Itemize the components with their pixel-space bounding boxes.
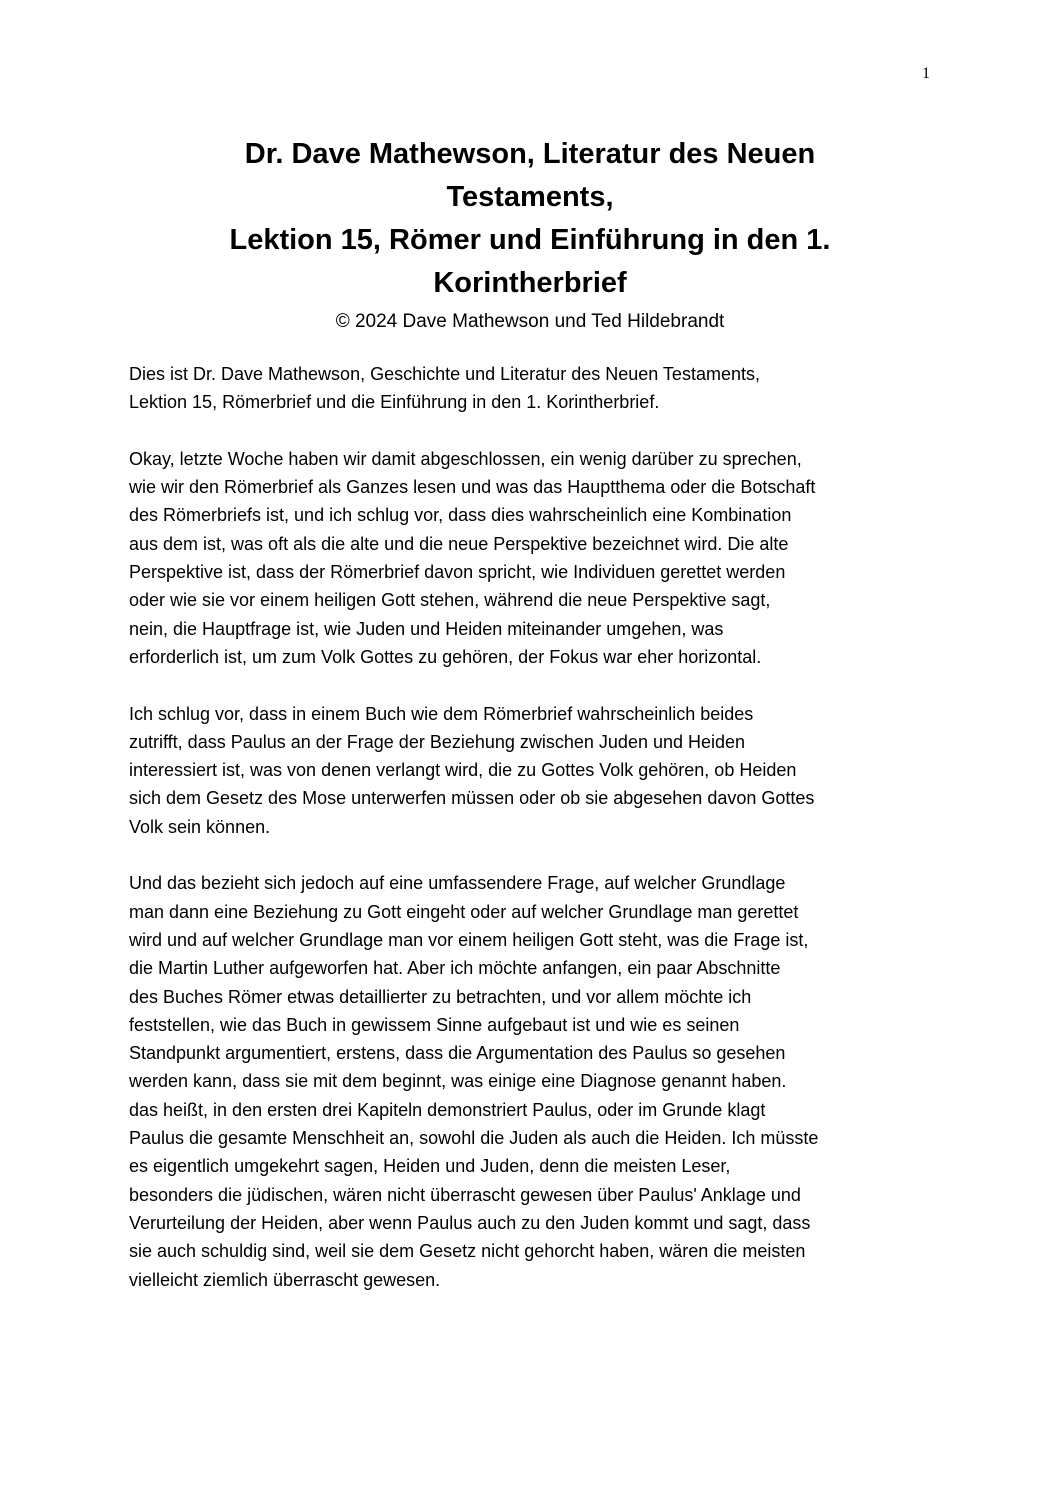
- text-line: feststellen, wie das Buch in gewissem Sinne aufgebaut ist und wie es seinen: [129, 1014, 740, 1035]
- text-line: vielleicht ziemlich überrascht gewesen.: [129, 1269, 441, 1290]
- copyright-notice: © 2024 Dave Mathewson und Ted Hildebrandt: [335, 311, 725, 332]
- text-line: nein, die Hauptfrage ist, wie Juden und Heiden miteinander umgehen, was: [129, 618, 724, 639]
- text-line: sie auch schuldig sind, weil sie dem Gesetz nicht gehorcht haben, wären die meisten: [129, 1241, 806, 1262]
- text-line: wie wir den Römerbrief als Ganzes lesen und was das Hauptthema oder die Botschaft: [129, 477, 816, 498]
- page-number: 1: [922, 65, 930, 82]
- text-line: wird und auf welcher Grundlage man vor einem heiligen Gott steht, was die Frage ist,: [129, 929, 809, 950]
- text-line: aus dem ist, was oft als die alte und die neue Perspektive bezeichnet wird. Die alte: [129, 533, 789, 554]
- text-line: das heißt, in den ersten drei Kapiteln demonstriert Paulus, oder im Grunde klagt: [129, 1099, 766, 1120]
- text-line: Verurteilung der Heiden, aber wenn Paulus auch zu den Juden kommt und sagt, dass: [129, 1212, 811, 1233]
- document-body: [129, 360, 949, 1322]
- text-line: es eigentlich umgekehrt sagen, Heiden und Juden, denn die meisten Leser,: [129, 1156, 731, 1177]
- paragraph-broader-question: [129, 869, 949, 1293]
- text-line: interessiert ist, was von denen verlangt wird, die zu Gottes Volk gehören, ob Heiden: [129, 760, 797, 781]
- text-line: Standpunkt argumentiert, erstens, dass die Argumentation des Paulus so gesehen: [129, 1043, 786, 1064]
- text-line: Dies ist Dr. Dave Mathewson, Geschichte und Literatur des Neuen Testaments,: [129, 364, 760, 384]
- text-line: Ich schlug vor, dass in einem Buch wie dem Römerbrief wahrscheinlich beides: [129, 703, 754, 724]
- text-line: des Römerbriefs ist, und ich schlug vor, dass dies wahrscheinlich eine Kombination: [129, 505, 792, 526]
- text-line: werden kann, dass sie mit dem beginnt, was einige eine Diagnose genannt haben.: [129, 1071, 787, 1092]
- paragraph-both-apply: [129, 700, 949, 841]
- paragraph-last-week: [129, 445, 949, 671]
- text-line: oder wie sie vor einem heiligen Gott stehen, während die neue Perspektive sagt,: [129, 590, 771, 611]
- text-line: Okay, letzte Woche haben wir damit abgeschlossen, ein wenig darüber zu sprechen,: [129, 448, 802, 469]
- text-line: man dann eine Beziehung zu Gott eingeht oder auf welcher Grundlage man gerettet: [129, 901, 799, 922]
- text-line: Perspektive ist, dass der Römerbrief davon spricht, wie Individuen gerettet werden: [129, 562, 786, 583]
- document-title-line: Korintherbrief: [433, 267, 627, 299]
- text-line: Volk sein können.: [129, 816, 271, 837]
- document-title-line: Lektion 15, Römer und Einführung in den 1.: [229, 224, 831, 256]
- text-line: des Buches Römer etwas detaillierter zu betrachten, und vor allem möchte ich: [129, 986, 752, 1007]
- document-title-line: Dr. Dave Mathewson, Literatur des Neuen: [244, 138, 816, 170]
- document-title-line: Testaments,: [446, 181, 614, 213]
- text-line: sich dem Gesetz des Mose unterwerfen müssen oder ob sie abgesehen davon Gottes: [129, 788, 815, 809]
- text-line: zutrifft, dass Paulus an der Frage der Beziehung zwischen Juden und Heiden: [129, 731, 746, 752]
- text-line: Und das bezieht sich jedoch auf eine umfassendere Frage, auf welcher Grundlage: [129, 873, 786, 894]
- paragraph-intro: [129, 360, 949, 417]
- text-line: die Martin Luther aufgeworfen hat. Aber ich möchte anfangen, ein paar Abschnitte: [129, 958, 781, 979]
- text-line: erforderlich ist, um zum Volk Gottes zu gehören, der Fokus war eher horizontal.: [129, 646, 762, 667]
- text-line: Lektion 15, Römerbrief und die Einführung in den 1. Korintherbrief.: [129, 392, 660, 413]
- document-header: [130, 133, 930, 337]
- text-line: besonders die jüdischen, wären nicht überrascht gewesen über Paulus' Anklage und: [129, 1184, 801, 1205]
- text-line: Paulus die gesamte Menschheit an, sowohl die Juden als auch die Heiden. Ich müsste: [129, 1128, 819, 1149]
